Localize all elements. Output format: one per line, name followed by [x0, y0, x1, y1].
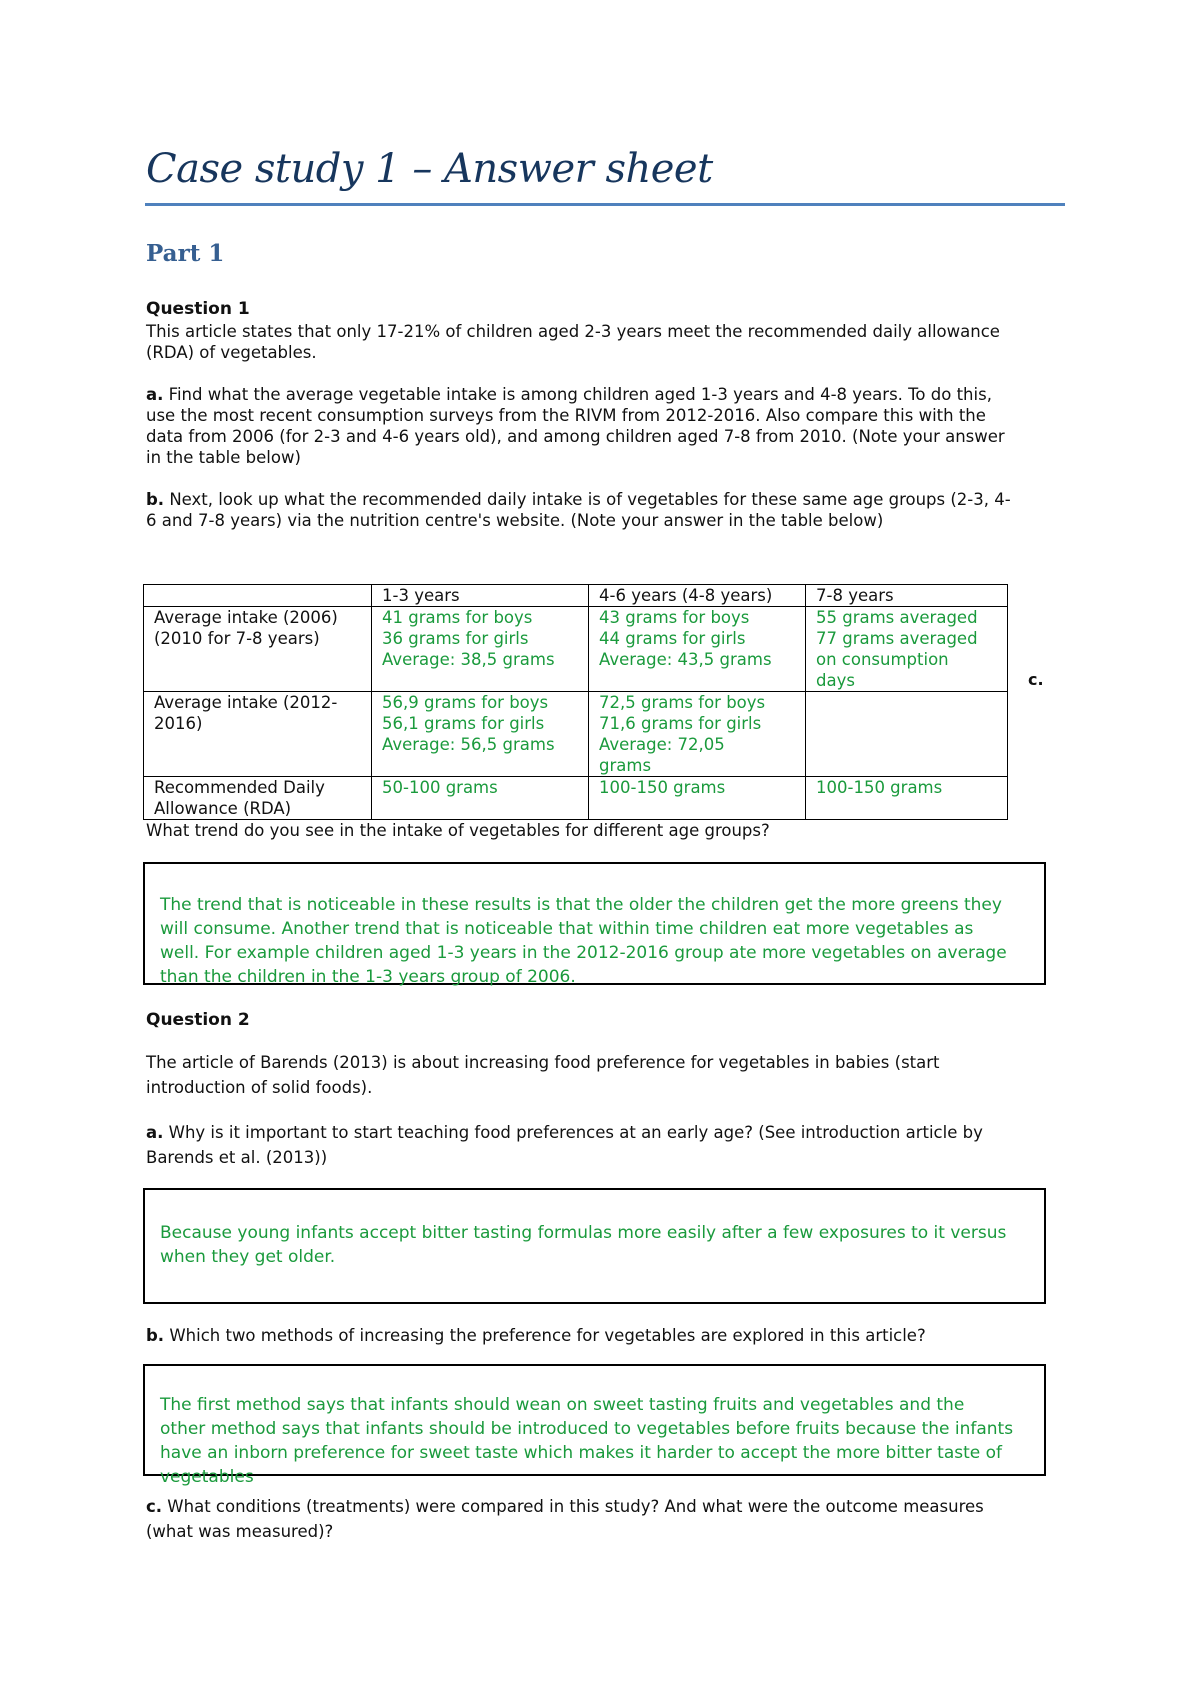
question-2b-line: b. Which two methods of increasing the preference for vegetables are explored in this article? [146, 1326, 926, 1345]
trend-answer-box[interactable] [143, 862, 1046, 985]
row-label-cell: Average intake (2006) (2010 for 7-8 years) [144, 607, 372, 692]
question-1-intro-line: This article states that only 17-21% of children aged 2-3 years meet the recommended daily allowance [146, 322, 1000, 341]
question-2c-line: (what was measured)? [146, 1522, 334, 1541]
question-2-intro-line: The article of Barends (2013) is about increasing food preference for vegetables in babies (start [146, 1053, 940, 1072]
answer-line: Because young infants accept bitter tasting formulas more easily after a few exposures to it versus [160, 1223, 1007, 1243]
question-2a-line: a. Why is it important to start teaching food preferences at an early age? (See introduction article by [146, 1123, 983, 1142]
question-1a-line: a. Find what the average vegetable intake is among children aged 1-3 years and 4-8 years. To do this, [146, 385, 992, 404]
question-2b-answer-box[interactable] [143, 1364, 1046, 1487]
answer-line: The first method says that infants should wean on sweet tasting fruits and vegetables and the [160, 1395, 965, 1415]
answer-line: vegetables [160, 1467, 254, 1487]
trend-question: What trend do you see in the intake of vegetables for different age groups? [146, 821, 770, 840]
question-2c-line: c. What conditions (treatments) were compared in this study? And what were the outcome measures [146, 1497, 984, 1516]
answer-line: when they get older. [160, 1247, 336, 1267]
question-2a-label: a. [146, 1123, 164, 1142]
answer-line: than the children in the 1-3 years group of 2006. [160, 967, 576, 987]
question-1b-line: 6 and 7-8 years) via the nutrition centre's website. (Note your answer in the table below) [146, 511, 884, 530]
part-heading: Part 1 [146, 240, 225, 267]
table-row [144, 692, 1008, 777]
question-2a-line: Barends et al. (2013)) [146, 1148, 328, 1167]
question-1c-label: c. [1028, 670, 1044, 689]
answer-line: The trend that is noticeable in these results is that the older the children get the more greens they [160, 895, 1002, 915]
question-2-intro-line: introduction of solid foods). [146, 1078, 373, 1097]
question-1b-label: b. [146, 490, 165, 509]
table-header-cell: 4-6 years (4-8 years) [589, 585, 806, 607]
row-label-cell: Average intake (2012- 2016) [144, 692, 372, 777]
question-2b-label: b. [146, 1326, 165, 1345]
table-cell: 41 grams for boys 36 grams for girls Average: 38,5 grams [372, 607, 589, 692]
document-title: Case study 1 – Answer sheet [146, 146, 713, 192]
table-header-cell [144, 585, 372, 607]
title-underline [145, 203, 1065, 206]
answer-line: well. For example children aged 1-3 years in the 2012-2016 group ate more vegetables on average [160, 943, 1007, 963]
table-cell: 43 grams for boys 44 grams for girls Average: 43,5 grams [589, 607, 806, 692]
row-label-cell: Recommended Daily Allowance (RDA) [144, 777, 372, 820]
table-header-cell: 1-3 years [372, 585, 589, 607]
answer-line: have an inborn preference for sweet taste which makes it harder to accept the more bitter taste of [160, 1443, 1003, 1463]
question-1a-line: in the table below) [146, 448, 301, 467]
table-header-cell: 7-8 years [806, 585, 1008, 607]
answer-line: will consume. Another trend that is noticeable that within time children eat more vegetables as [160, 919, 974, 939]
table-cell: 55 grams averaged 77 grams averaged on consumption days [806, 607, 1008, 692]
table-row [144, 777, 1008, 820]
question-1a-line: use the most recent consumption surveys from the RIVM from 2012-2016. Also compare this with the [146, 406, 986, 425]
table-cell [806, 692, 1008, 777]
table-row [144, 607, 1008, 692]
table-cell: 56,9 grams for boys 56,1 grams for girls Average: 56,5 grams [372, 692, 589, 777]
table-cell: 72,5 grams for boys 71,6 grams for girls Average: 72,05 grams [589, 692, 806, 777]
answer-line: other method says that infants should be introduced to vegetables before fruits because the infants [160, 1419, 1014, 1439]
table-cell: 50-100 grams [372, 777, 589, 820]
question-1a-line: data from 2006 (for 2-3 and 4-6 years old), and among children aged 7-8 from 2010. (Note your answer [146, 427, 1005, 446]
question-1-heading: Question 1 [146, 299, 250, 319]
table-cell: 100-150 grams [589, 777, 806, 820]
question-1b-line: b. Next, look up what the recommended daily intake is of vegetables for these same age groups (2-3, 4- [146, 490, 1011, 509]
vegetable-intake-table [143, 584, 1008, 820]
question-2a-answer-box[interactable] [143, 1188, 1046, 1304]
question-2-heading: Question 2 [146, 1010, 250, 1030]
question-1a-label: a. [146, 385, 164, 404]
table-cell: 100-150 grams [806, 777, 1008, 820]
table-header-row [144, 585, 1008, 607]
question-2c-label: c. [146, 1497, 163, 1516]
question-1-intro-line: (RDA) of vegetables. [146, 343, 317, 362]
